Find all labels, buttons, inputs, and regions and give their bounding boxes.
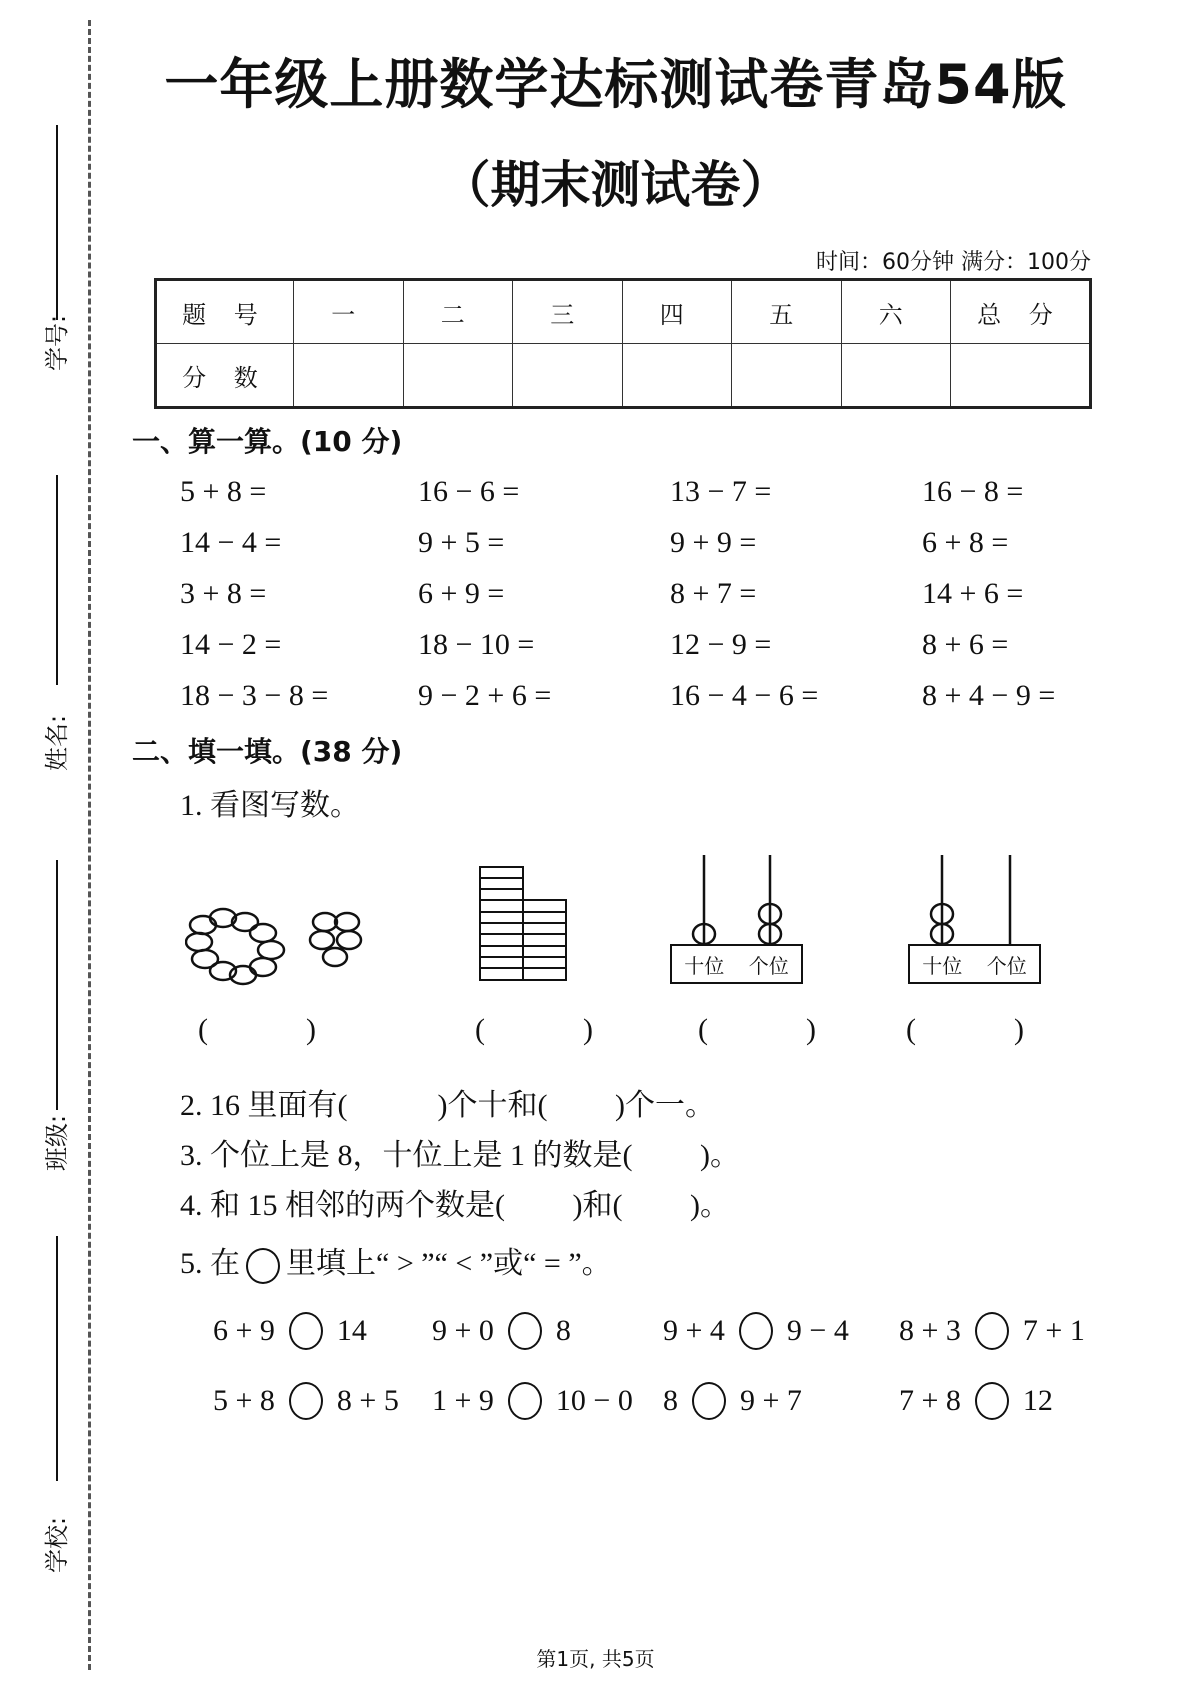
sticks-figure	[478, 865, 568, 985]
calc-problem: 16 − 4 − 6 =	[670, 679, 819, 712]
question-1: 1. 看图写数。	[180, 789, 360, 822]
comparison-item: 7 + 8 12	[899, 1382, 1053, 1420]
question-3: 3. 个位上是 8，十位上是 1 的数是( )。	[180, 1139, 740, 1172]
question-4: 4. 和 15 相邻的两个数是( )和( )。	[180, 1189, 730, 1222]
calc-problem: 14 − 2 =	[180, 628, 282, 661]
abacus-2-rods	[908, 855, 1043, 945]
calc-problem: 14 + 6 =	[922, 577, 1024, 610]
calc-problem: 5 + 8 =	[180, 475, 267, 508]
header-cell: 题 号	[156, 280, 294, 344]
compare-circle[interactable]	[508, 1312, 542, 1350]
comparison-item: 9 + 0 8	[432, 1312, 571, 1350]
header-cell: 一	[294, 280, 404, 344]
abacus-2-base	[908, 944, 1041, 984]
circles-figure	[185, 905, 385, 995]
circle-icon	[246, 1248, 280, 1284]
ones-place-label: 个位	[748, 955, 789, 978]
section2-heading: 二、填一填。(38 分)	[132, 735, 403, 768]
calc-problem: 13 − 7 =	[670, 475, 772, 508]
calc-problem: 6 + 9 =	[418, 577, 505, 610]
school-blank[interactable]	[56, 1236, 58, 1481]
page-footer: 第1页, 共5页	[536, 1647, 655, 1671]
score-cell[interactable]	[403, 344, 513, 408]
page-title: 一年级上册数学达标测试卷青岛54版	[164, 53, 1067, 116]
page-subtitle: （期末测试卷）	[440, 156, 791, 214]
header-cell: 四	[622, 280, 732, 344]
abacus-1	[670, 855, 805, 980]
score-cell[interactable]	[732, 344, 842, 408]
compare-circle[interactable]	[975, 1312, 1009, 1350]
comparison-item: 8 9 + 7	[663, 1382, 802, 1420]
calc-problem: 3 + 8 =	[180, 577, 267, 610]
calc-problem: 12 − 9 =	[670, 628, 772, 661]
calc-problem: 9 − 2 + 6 =	[418, 679, 552, 712]
calc-problem: 18 − 3 − 8 =	[180, 679, 329, 712]
answer-blank-1[interactable]: ( )	[198, 1013, 316, 1046]
calc-problem: 18 − 10 =	[418, 628, 535, 661]
header-cell: 总 分	[951, 280, 1091, 344]
class-label: 班级:	[43, 1114, 71, 1172]
calc-problem: 16 − 6 =	[418, 475, 520, 508]
score-cell[interactable]	[513, 344, 623, 408]
abacus-2	[908, 855, 1043, 980]
compare-circle[interactable]	[692, 1382, 726, 1420]
abacus-1-base	[670, 944, 803, 984]
header-cell: 六	[841, 280, 951, 344]
answer-blank-4[interactable]: ( )	[906, 1013, 1024, 1046]
binding-dashed-line	[88, 20, 91, 1670]
comparison-item: 9 + 4 9 − 4	[663, 1312, 849, 1350]
tens-place-label: 十位	[684, 955, 725, 978]
calc-problem: 8 + 6 =	[922, 628, 1009, 661]
score-table	[154, 278, 1092, 409]
comparison-item: 8 + 3 7 + 1	[899, 1312, 1085, 1350]
calc-problem: 6 + 8 =	[922, 526, 1009, 559]
exam-meta: 时间：60分钟 满分：100分	[816, 250, 1091, 275]
calc-problem: 14 − 4 =	[180, 526, 282, 559]
score-row-label: 分 数	[156, 344, 294, 408]
class-blank[interactable]	[56, 860, 58, 1110]
calc-problem: 8 + 7 =	[670, 577, 757, 610]
answer-blank-2[interactable]: ( )	[475, 1013, 593, 1046]
name-blank[interactable]	[56, 475, 58, 685]
score-cell[interactable]	[951, 344, 1091, 408]
compare-circle[interactable]	[739, 1312, 773, 1350]
score-table-score-row	[156, 344, 1091, 408]
tens-place-label: 十位	[922, 955, 963, 978]
comparison-item: 5 + 8 8 + 5	[213, 1382, 399, 1420]
question-5	[180, 1238, 612, 1284]
compare-circle[interactable]	[289, 1312, 323, 1350]
compare-circle[interactable]	[975, 1382, 1009, 1420]
name-label: 姓名:	[43, 714, 71, 772]
header-cell: 二	[403, 280, 513, 344]
comparison-item: 6 + 9 14	[213, 1312, 367, 1350]
calc-problem: 9 + 9 =	[670, 526, 757, 559]
comparison-item: 1 + 9 10 − 0	[432, 1382, 633, 1420]
calc-problem: 16 − 8 =	[922, 475, 1024, 508]
section1-heading: 一、算一算。(10 分)	[132, 425, 403, 458]
student-id-label: 学号:	[43, 314, 71, 372]
compare-circle[interactable]	[508, 1382, 542, 1420]
compare-circle[interactable]	[289, 1382, 323, 1420]
abacus-1-rods	[670, 855, 805, 945]
calc-problem: 8 + 4 − 9 =	[922, 679, 1056, 712]
school-label: 学校:	[43, 1516, 71, 1574]
calc-problem: 9 + 5 =	[418, 526, 505, 559]
ones-place-label: 个位	[986, 955, 1027, 978]
score-cell[interactable]	[294, 344, 404, 408]
header-cell: 五	[732, 280, 842, 344]
score-table-header-row	[156, 280, 1091, 344]
question-5-suffix: 里填上“ > ”“ < ”或“ = ”。	[286, 1247, 612, 1280]
answer-blank-3[interactable]: ( )	[698, 1013, 816, 1046]
question-2: 2. 16 里面有( )个十和( )个一。	[180, 1089, 715, 1122]
question-5-prefix: 5. 在	[180, 1247, 240, 1280]
score-cell[interactable]	[622, 344, 732, 408]
header-cell: 三	[513, 280, 623, 344]
score-cell[interactable]	[841, 344, 951, 408]
